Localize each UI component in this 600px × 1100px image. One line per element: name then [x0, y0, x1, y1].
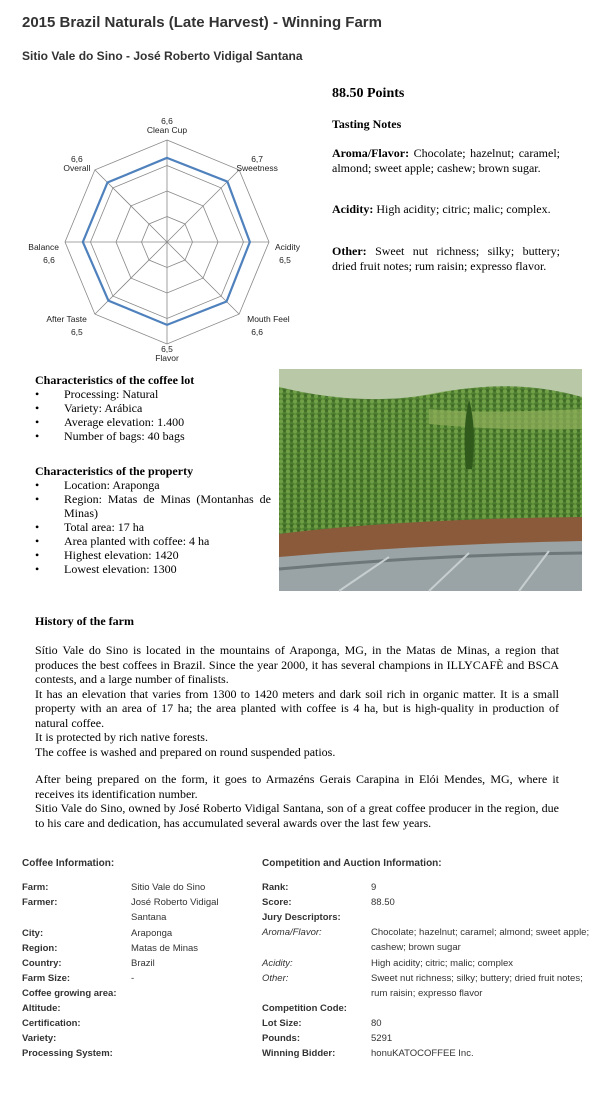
page-title: 2015 Brazil Naturals (Late Harvest) - Winning Farm: [22, 14, 382, 31]
radar-value-label: 6,5: [70, 327, 83, 338]
history-paragraph: After being prepared on the form, it goes to Armazéns Gerais Carapina in Elói Mendes, MG, where it receives its identification number.: [35, 772, 559, 801]
radar-axis-label: After Taste: [46, 314, 87, 325]
acidity-note: [332, 202, 560, 217]
info-value: -: [131, 973, 135, 984]
radar-value-label: 6,6: [251, 327, 264, 338]
aroma-text: Chocolate; hazelnut; caramel; almond; sweet apple; cashew; brown sugar.: [332, 146, 560, 175]
score-label: Score:: [262, 897, 292, 908]
radar-axis-label: Sweetness: [236, 162, 278, 173]
rank-value: 9: [371, 882, 377, 893]
rank-label: Rank:: [262, 882, 289, 893]
info-label: City:: [22, 928, 44, 939]
info-value: Araponga: [131, 928, 173, 939]
history-paragraph: Sitio Vale do Sino, owned by José Roberto Vidigal Santana, son of a great coffee producer in the region, due to his care and dedication, has accumulated several awards over the last few years.: [35, 801, 559, 830]
info-label: Farmer:: [22, 897, 58, 908]
competition-info-panel: [262, 855, 598, 1075]
competition-code-label: Competition Code:: [262, 1003, 347, 1014]
property-item: • Location: Araponga: [35, 478, 271, 492]
radar-value-label: 6,6: [161, 116, 173, 126]
score-value: 88.50: [371, 897, 395, 908]
farm-photo-illustration: [279, 369, 582, 591]
jury-acidity-value: High acidity; citric; malic; complex: [371, 958, 514, 969]
other-note: [332, 244, 560, 274]
info-value: Matas de Minas: [131, 943, 199, 954]
lot-size-label: Lot Size:: [262, 1018, 302, 1029]
info-value: Sitio Vale do Sino: [131, 882, 206, 893]
radar-axis-label: Flavor: [155, 353, 179, 363]
history-heading: History of the farm: [35, 614, 134, 628]
info-label: Certification:: [22, 1018, 81, 1029]
history-paragraph: It has an elevation that varies from 1300 to 1420 meters and dark soil rich in organic matter. It is a small property with an area of 17 ha; the area planted with coffee is 4 ha, but is high-quality in production of natural coffee.: [35, 686, 559, 730]
property-item: • Lowest elevation: 1300: [35, 562, 271, 576]
pounds-value: 5291: [371, 1033, 393, 1044]
other-text: Sweet nut richness; silky; buttery; dried fruit notes; rum raisin; expresso flavor.: [332, 244, 560, 273]
coffee-info-panel: [22, 855, 252, 1075]
lot-item: • Processing: Natural: [35, 387, 271, 401]
radar-axis-label: Mouth Feel: [247, 314, 290, 325]
lot-list: [35, 387, 271, 443]
jury-label: Jury Descriptors:: [262, 912, 341, 923]
lot-item: • Number of bags: 40 bags: [35, 429, 271, 443]
info-label: Farm:: [22, 882, 49, 893]
jury-other-value: Sweet nut richness; silky; buttery; dried fruit notes; rum raisin; expresso flavor: [371, 973, 583, 999]
info-label: Country:: [22, 958, 62, 969]
radar-value-label: 6,7: [251, 153, 264, 164]
jury-other-label: Other:: [262, 973, 289, 984]
info-label: Region:: [22, 943, 58, 954]
property-item: • Highest elevation: 1420: [35, 548, 271, 562]
radar-axis-label: Acidity: [275, 242, 301, 252]
winning-bidder-label: Winning Bidder:: [262, 1048, 336, 1059]
history-paragraph: Sítio Vale do Sino is located in the mountains of Araponga, MG, in the Matas de Minas, a region that produces the best coffees in Brazil. Since the year 2000, it has several champions in ILLYCAFÈ and BSCA contests, and a large number of finalists.: [35, 643, 559, 686]
farm-photo: [279, 369, 582, 591]
property-item: • Total area: 17 ha: [35, 520, 271, 534]
info-label: Coffee growing area:: [22, 988, 117, 999]
history-paragraph: The coffee is washed and prepared on round suspended patios.: [35, 744, 336, 759]
acidity-label: Acidity:: [332, 202, 374, 216]
aroma-label: Aroma/Flavor:: [332, 146, 410, 160]
property-heading: Characteristics of the property: [35, 464, 194, 478]
history-text: [35, 643, 559, 830]
info-value: Brazil: [131, 958, 155, 969]
info-label: Farm Size:: [22, 973, 71, 984]
info-label: Variety:: [22, 1033, 57, 1044]
radar-value-label: 6,6: [43, 255, 55, 265]
radar-value-label: 6,5: [161, 344, 173, 354]
radar-value-label: 6,5: [279, 255, 291, 265]
jury-aroma-label: Aroma/Flavor:: [262, 927, 322, 938]
pounds-label: Pounds:: [262, 1033, 300, 1044]
coffee-info-heading: Coffee Information:: [22, 858, 115, 869]
lot-size-value: 80: [371, 1018, 382, 1029]
page-subtitle: Sitio Vale do Sino - José Roberto Vidigal Santana: [22, 49, 303, 63]
aroma-note: [332, 146, 560, 176]
history-paragraph: It is protected by rich native forests.: [35, 730, 208, 744]
competition-info-heading: Competition and Auction Information:: [262, 858, 442, 869]
radar-chart: [22, 116, 301, 363]
jury-aroma-value: Chocolate; hazelnut; caramel; almond; sweet apple; cashew; brown sugar: [371, 927, 590, 953]
acidity-text: High acidity; citric; malic; complex.: [376, 202, 551, 216]
info-value: José Roberto Vidigal Santana: [131, 897, 219, 923]
lot-heading: Characteristics of the coffee lot: [35, 373, 195, 387]
tasting-notes-heading: Tasting Notes: [332, 117, 402, 131]
other-label: Other:: [332, 244, 367, 258]
info-label: Processing System:: [22, 1048, 113, 1059]
property-list: [35, 478, 271, 576]
property-item: • Region: Matas de Minas (Montanhas de Minas): [35, 492, 271, 520]
score-points: 88.50 Points: [332, 86, 405, 101]
winning-bidder-value: honuKATOCOFFEE Inc.: [371, 1048, 474, 1059]
lot-item: • Variety: Arábica: [35, 401, 271, 415]
lot-item: • Average elevation: 1.400: [35, 415, 271, 429]
jury-acidity-label: Acidity:: [262, 958, 293, 969]
radar-value-label: 6,6: [70, 153, 83, 164]
radar-axis-label: Clean Cup: [146, 125, 188, 135]
radar-axis-label: Overall: [63, 162, 91, 173]
radar-axis-label: Balance: [28, 242, 59, 252]
info-label: Altitude:: [22, 1003, 61, 1014]
property-item: • Area planted with coffee: 4 ha: [35, 534, 271, 548]
